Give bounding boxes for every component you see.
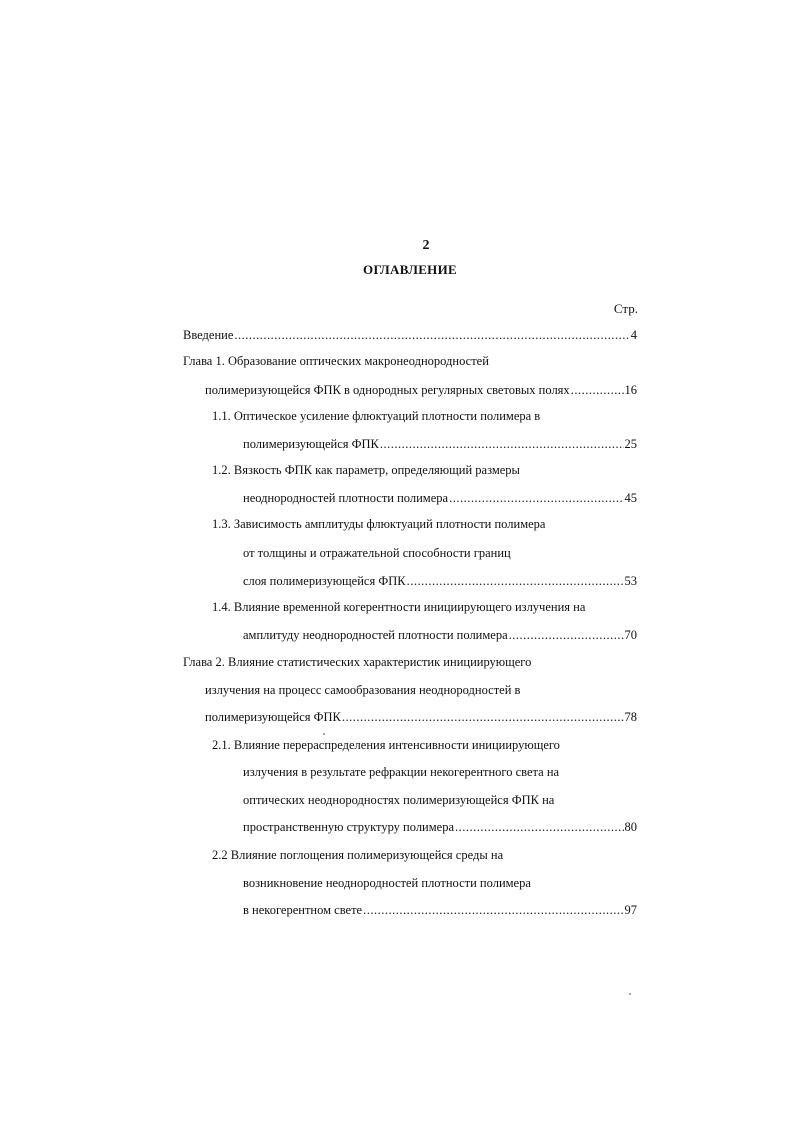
toc-title: ОГЛАВЛЕНИЕ	[363, 262, 457, 277]
toc-section-1-3-heading: 1.3. Зависимость амплитуды флюктуаций плотности полимера	[212, 517, 546, 531]
toc-entry-text: в некогерентном свете	[243, 903, 363, 917]
toc-entry-chapter-2	[205, 709, 637, 725]
toc-section-2-1-heading: 2.1. Влияние перераспределения интенсивности инициирующего	[212, 738, 560, 752]
toc-section-2-1-heading-cont-1: излучения в результате рефракции некогерентного света на	[243, 765, 560, 779]
toc-entry-section-2-1	[243, 819, 637, 835]
toc-entry-text: пространственную структуру полимера	[243, 820, 455, 834]
toc-entry-text: амплитуду неоднородностей плотности полимера	[243, 628, 508, 642]
toc-entry-text: полимеризующейся ФПК	[243, 437, 379, 451]
toc-entry-text: полимеризующейся ФПК в однородных регулярных световых полях	[205, 383, 570, 397]
toc-entry-introduction	[183, 327, 637, 343]
toc-chapter-2-heading-cont: излучения на процесс самообразования неоднородностей в	[205, 683, 521, 697]
toc-entry-chapter-1	[205, 382, 637, 398]
dot-leader	[449, 490, 623, 506]
toc-entry-page: 97	[624, 903, 637, 917]
toc-entry-section-1-4	[243, 627, 637, 643]
dot-leader	[234, 327, 629, 343]
toc-section-2-2-heading: 2.2 Влияние поглощения полимеризующейся среды на	[212, 848, 504, 862]
toc-entry-page: 80	[624, 820, 637, 834]
dot-leader	[342, 709, 624, 725]
toc-entry-text: полимеризующейся ФПК	[205, 710, 341, 724]
toc-entry-text: неоднородностей плотности полимера	[243, 491, 449, 505]
toc-entry-text: Введение	[183, 328, 234, 342]
scan-speck	[323, 733, 325, 735]
dot-leader	[380, 436, 624, 452]
toc-entry-page: 25	[624, 437, 637, 451]
page-number: 2	[422, 238, 430, 253]
toc-chapter-2-heading: Глава 2. Влияние статистических характеристик инициирующего	[183, 655, 532, 669]
dot-leader	[363, 902, 623, 918]
dot-leader	[509, 627, 624, 643]
toc-section-1-4-heading: 1.4. Влияние временной когерентности инициирующего излучения на	[212, 600, 586, 614]
toc-entry-page: 70	[624, 628, 637, 642]
toc-section-1-3-heading-cont: от толщины и отражательной способности границ	[243, 546, 511, 560]
toc-section-2-2-heading-cont: возникновение неоднородностей плотности полимера	[243, 876, 531, 890]
dot-leader	[571, 382, 624, 398]
toc-entry-section-1-2	[243, 490, 637, 506]
toc-entry-page: 78	[624, 710, 637, 724]
toc-entry-section-1-1	[243, 436, 637, 452]
toc-entry-page: 45	[624, 491, 637, 505]
toc-entry-page: 53	[624, 574, 637, 588]
toc-section-1-1-heading: 1.1. Оптическое усиление флюктуаций плотности полимера в	[212, 409, 541, 423]
dot-leader	[407, 573, 624, 589]
toc-section-2-1-heading-cont-2: оптических неоднородностях полимеризующейся ФПК на	[243, 793, 555, 807]
scan-speck	[629, 993, 631, 995]
toc-entry-page: 16	[624, 383, 637, 397]
page-column-label: Стр.	[613, 301, 638, 316]
toc-chapter-1-heading: Глава 1. Образование оптических макронеоднородностей	[183, 354, 489, 368]
toc-entry-text: слоя полимеризующейся ФПК	[243, 574, 406, 588]
toc-entry-section-2-2	[243, 902, 637, 918]
dot-leader	[455, 819, 623, 835]
toc-section-1-2-heading: 1.2. Вязкость ФПК как параметр, определяющий размеры	[212, 463, 520, 477]
toc-entry-page: 4	[630, 328, 637, 342]
toc-entry-section-1-3	[243, 573, 637, 589]
